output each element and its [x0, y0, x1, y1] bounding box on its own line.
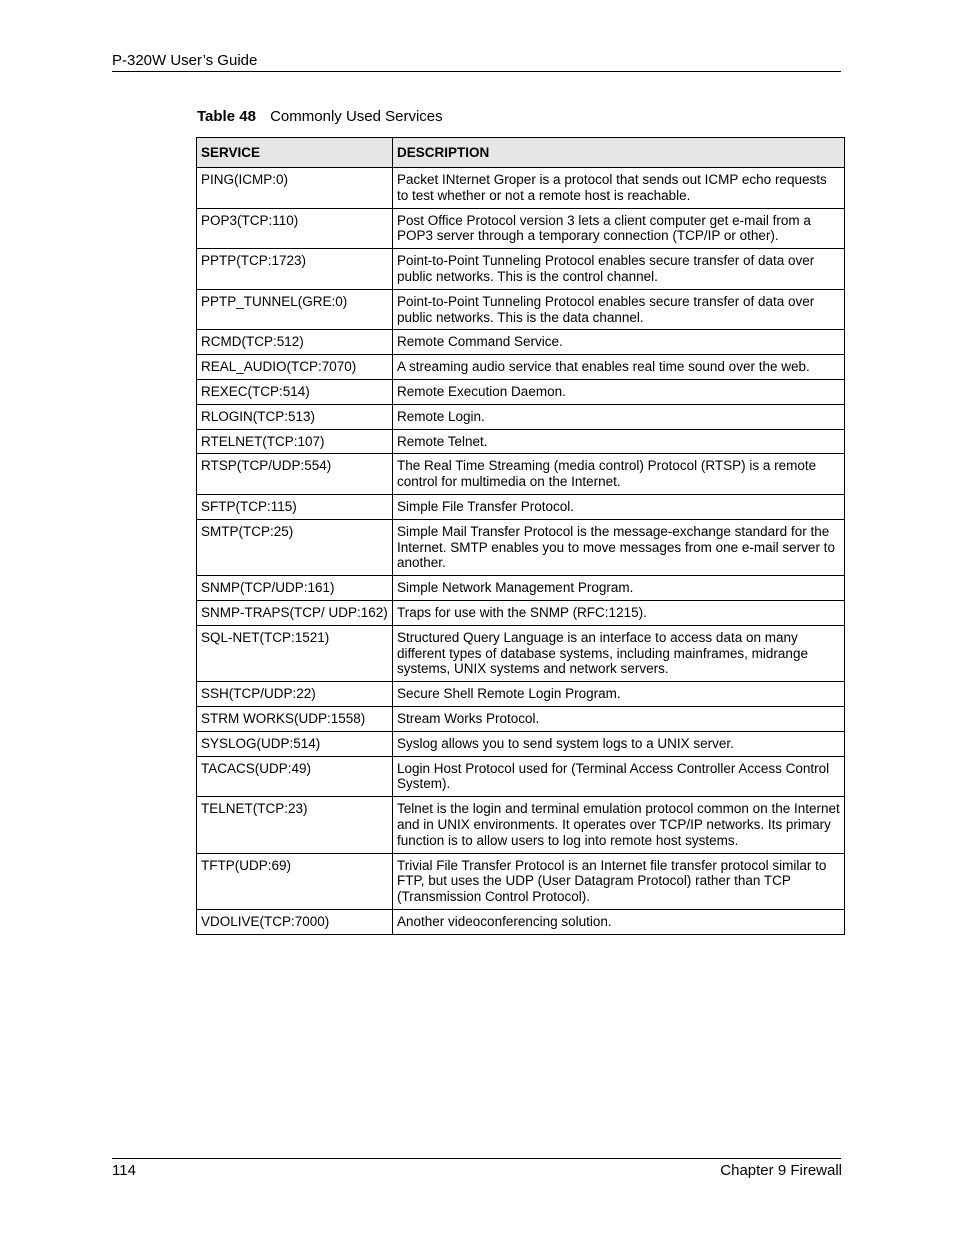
- service-cell: PING(ICMP:0): [197, 168, 393, 209]
- table-row: [197, 454, 845, 495]
- description-cell: Packet INternet Groper is a protocol that sends out ICMP echo requests to test whether or not a remote host is reachable.: [393, 168, 845, 209]
- service-cell: SNMP(TCP/UDP:161): [197, 576, 393, 601]
- service-cell: SSH(TCP/UDP:22): [197, 682, 393, 707]
- service-cell: SNMP-TRAPS(TCP/ UDP:162): [197, 600, 393, 625]
- table-header-row: [197, 138, 845, 168]
- description-cell: Telnet is the login and terminal emulation protocol common on the Internet and in UNIX environments. It operates over TCP/IP networks. Its primary function is to allow users to log into remote host systems.: [393, 797, 845, 853]
- table-row: [197, 600, 845, 625]
- table-row: [197, 756, 845, 797]
- description-cell: Post Office Protocol version 3 lets a client computer get e-mail from a POP3 server through a temporary connection (TCP/IP or other).: [393, 208, 845, 249]
- service-cell: SQL-NET(TCP:1521): [197, 625, 393, 681]
- table-row: [197, 168, 845, 209]
- description-cell: Simple Mail Transfer Protocol is the message-exchange standard for the Internet. SMTP enables you to move messages from one e-mail server to another.: [393, 519, 845, 575]
- table-row: [197, 330, 845, 355]
- description-cell: Remote Command Service.: [393, 330, 845, 355]
- service-cell: TELNET(TCP:23): [197, 797, 393, 853]
- table-row: [197, 289, 845, 330]
- service-cell: RTSP(TCP/UDP:554): [197, 454, 393, 495]
- description-cell: Simple File Transfer Protocol.: [393, 494, 845, 519]
- description-cell: Trivial File Transfer Protocol is an Internet file transfer protocol similar to FTP, but uses the UDP (User Datagram Protocol) rather than TCP (Transmission Control Protocol).: [393, 853, 845, 909]
- services-table: [196, 137, 845, 935]
- service-cell: REXEC(TCP:514): [197, 379, 393, 404]
- service-cell: RLOGIN(TCP:513): [197, 404, 393, 429]
- description-cell: Structured Query Language is an interface to access data on many different types of database systems, including mainframes, midrange systems, UNIX systems and network servers.: [393, 625, 845, 681]
- table-row: [197, 404, 845, 429]
- table-row: [197, 682, 845, 707]
- service-cell: RTELNET(TCP:107): [197, 429, 393, 454]
- service-cell: TFTP(UDP:69): [197, 853, 393, 909]
- service-cell: PPTP_TUNNEL(GRE:0): [197, 289, 393, 330]
- table-row: [197, 379, 845, 404]
- service-cell: VDOLIVE(TCP:7000): [197, 909, 393, 934]
- page-number: 114: [112, 1162, 136, 1179]
- table-row: [197, 208, 845, 249]
- table-row: [197, 576, 845, 601]
- table-row: [197, 797, 845, 853]
- description-cell: Login Host Protocol used for (Terminal Access Controller Access Control System).: [393, 756, 845, 797]
- service-cell: RCMD(TCP:512): [197, 330, 393, 355]
- table-row: [197, 706, 845, 731]
- service-cell: STRM WORKS(UDP:1558): [197, 706, 393, 731]
- service-cell: SMTP(TCP:25): [197, 519, 393, 575]
- description-cell: Secure Shell Remote Login Program.: [393, 682, 845, 707]
- service-cell: TACACS(UDP:49): [197, 756, 393, 797]
- description-cell: Point-to-Point Tunneling Protocol enables secure transfer of data over public networks. This is the data channel.: [393, 289, 845, 330]
- table-row: [197, 625, 845, 681]
- table-row: [197, 429, 845, 454]
- description-cell: Point-to-Point Tunneling Protocol enables secure transfer of data over public networks. This is the control channel.: [393, 249, 845, 290]
- description-cell: Syslog allows you to send system logs to a UNIX server.: [393, 731, 845, 756]
- table-row: [197, 249, 845, 290]
- column-header-service: SERVICE: [197, 138, 393, 168]
- footer-rule: [112, 1158, 841, 1159]
- table-row: [197, 909, 845, 934]
- running-header: P-320W User’s Guide: [112, 52, 258, 69]
- table-caption: [197, 108, 443, 125]
- service-cell: SFTP(TCP:115): [197, 494, 393, 519]
- column-header-description: DESCRIPTION: [393, 138, 845, 168]
- table-caption-label: Table 48: [197, 108, 256, 125]
- description-cell: A streaming audio service that enables real time sound over the web.: [393, 355, 845, 380]
- chapter-title: Chapter 9 Firewall: [720, 1162, 842, 1179]
- service-cell: REAL_AUDIO(TCP:7070): [197, 355, 393, 380]
- description-cell: Stream Works Protocol.: [393, 706, 845, 731]
- service-cell: POP3(TCP:110): [197, 208, 393, 249]
- description-cell: Remote Execution Daemon.: [393, 379, 845, 404]
- description-cell: Remote Telnet.: [393, 429, 845, 454]
- table-row: [197, 355, 845, 380]
- table-row: [197, 494, 845, 519]
- service-cell: SYSLOG(UDP:514): [197, 731, 393, 756]
- description-cell: Traps for use with the SNMP (RFC:1215).: [393, 600, 845, 625]
- description-cell: Another videoconferencing solution.: [393, 909, 845, 934]
- table-row: [197, 731, 845, 756]
- table-row: [197, 853, 845, 909]
- service-cell: PPTP(TCP:1723): [197, 249, 393, 290]
- header-rule: [112, 71, 841, 72]
- table-caption-text: Commonly Used Services: [270, 108, 443, 125]
- description-cell: Remote Login.: [393, 404, 845, 429]
- description-cell: Simple Network Management Program.: [393, 576, 845, 601]
- description-cell: The Real Time Streaming (media control) Protocol (RTSP) is a remote control for multimedia on the Internet.: [393, 454, 845, 495]
- table-row: [197, 519, 845, 575]
